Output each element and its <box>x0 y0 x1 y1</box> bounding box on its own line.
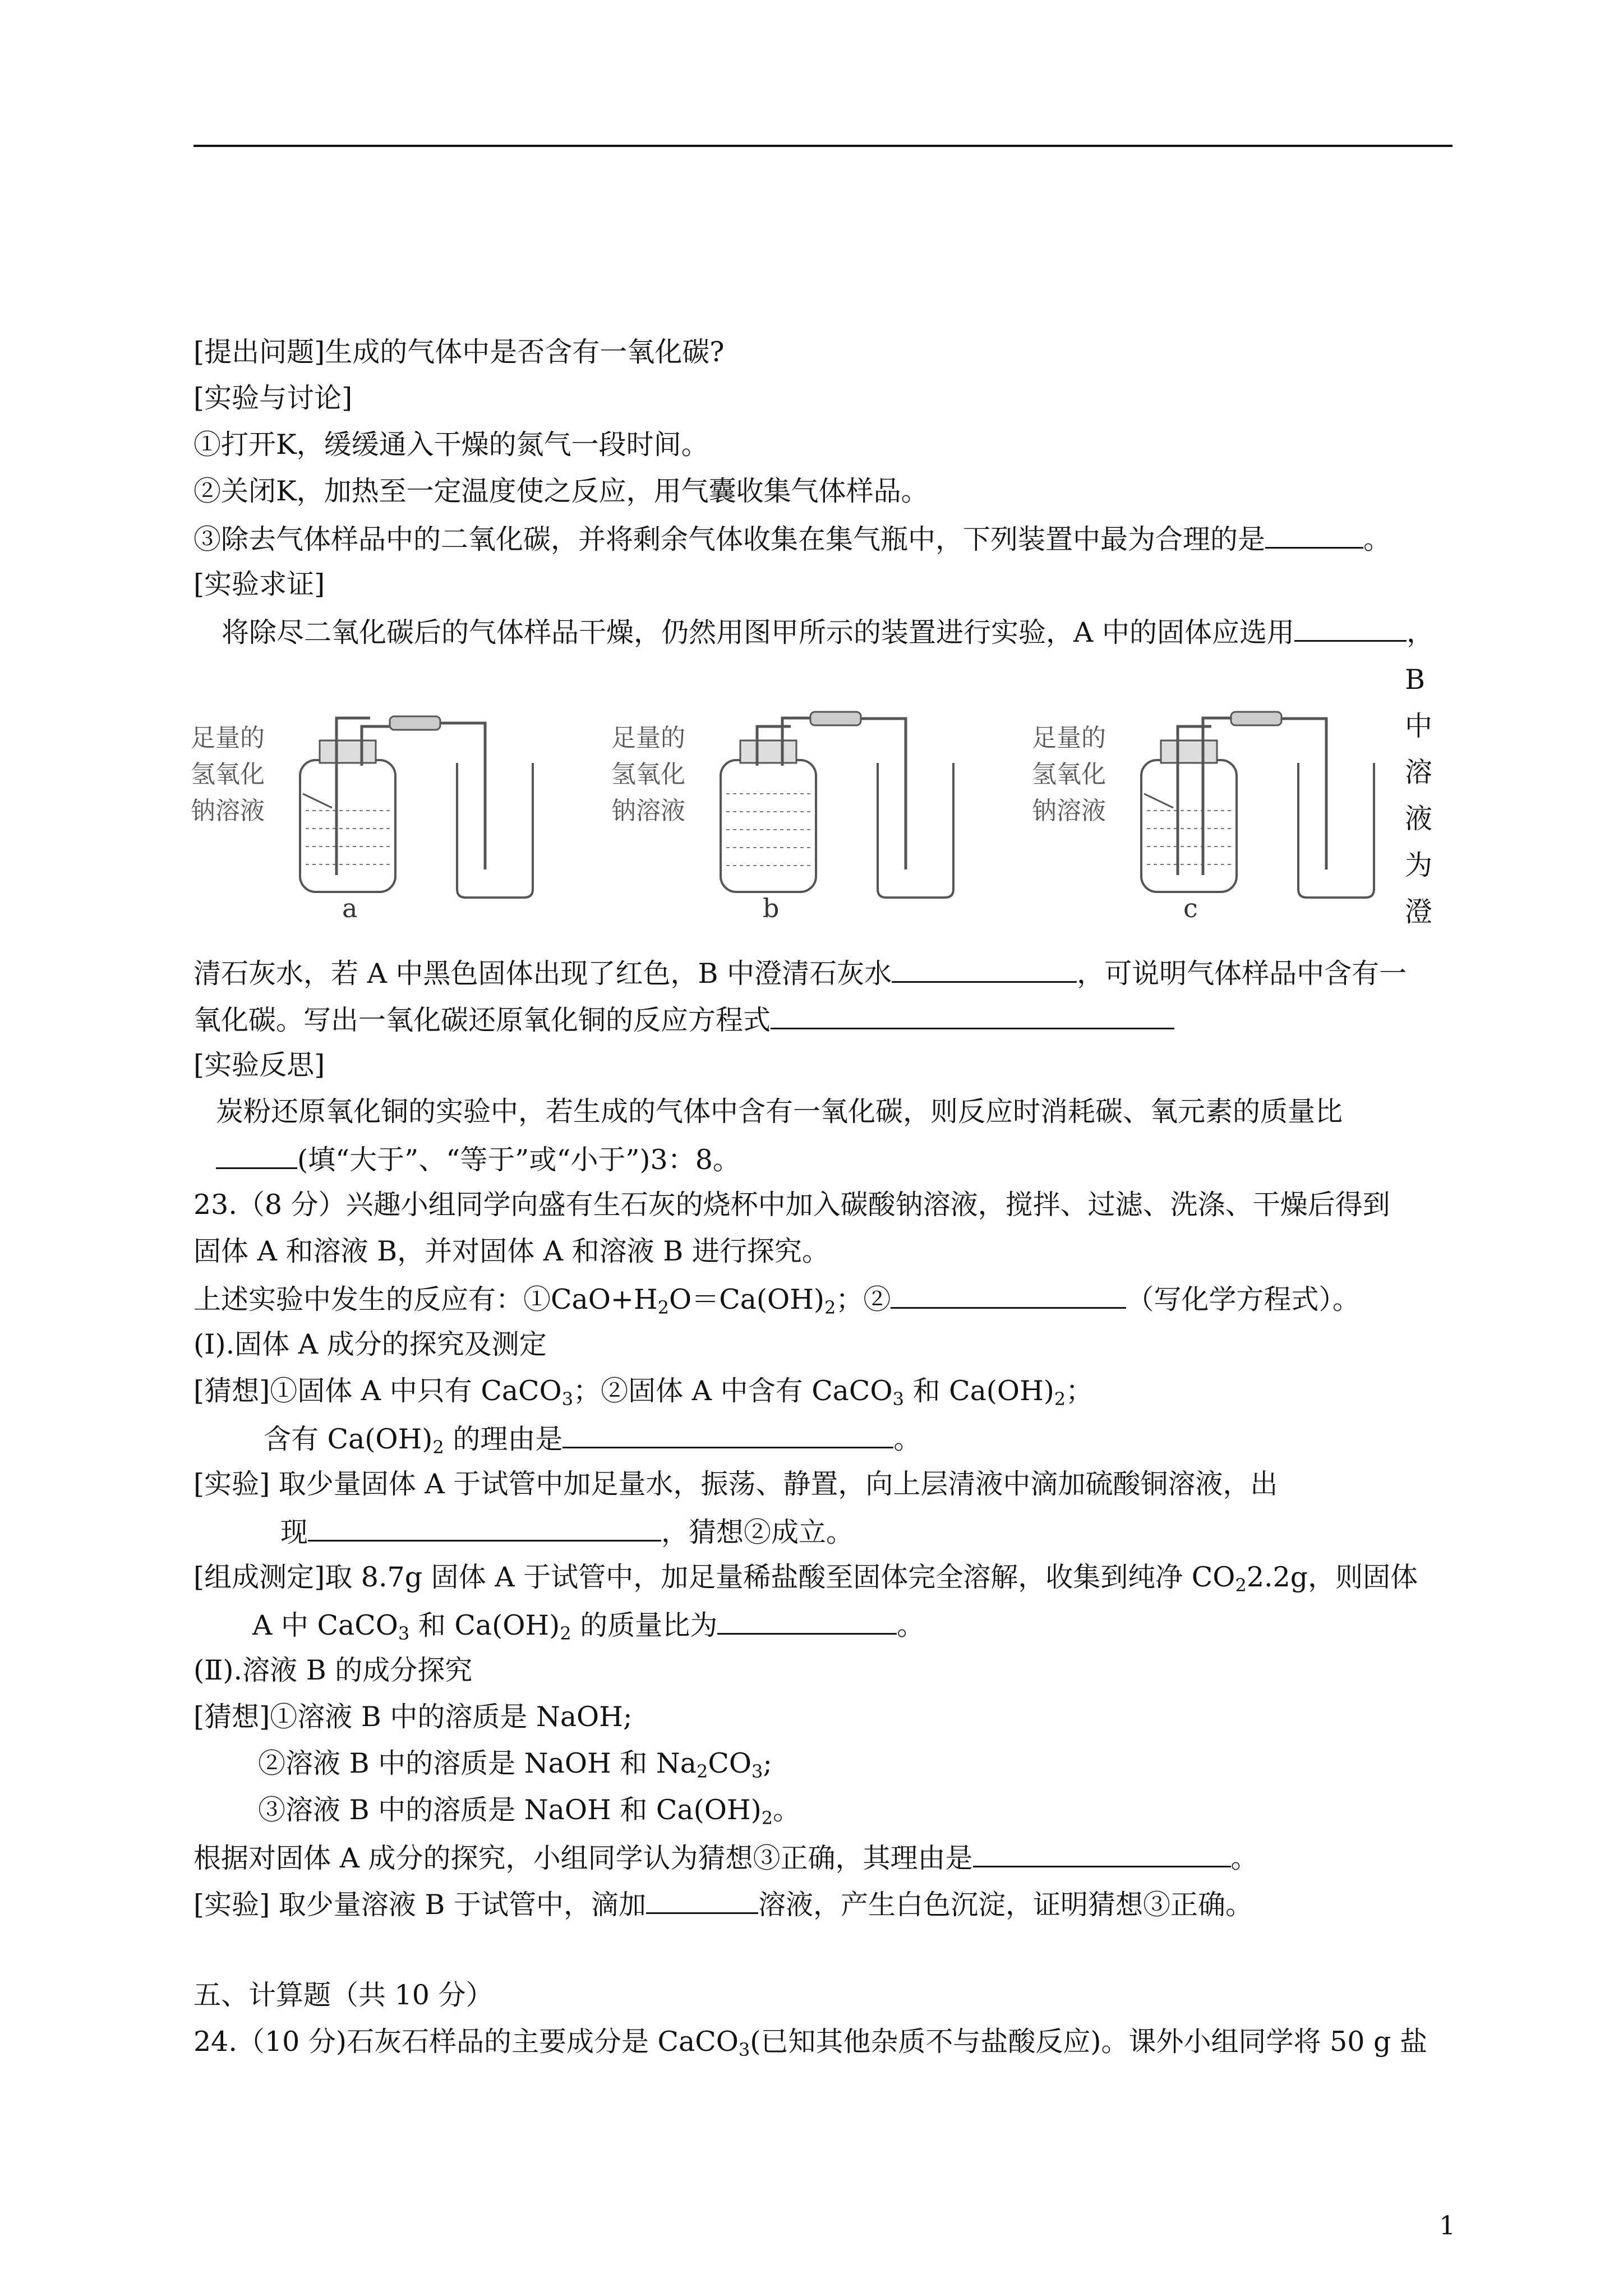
step-2: ②关闭K，加热至一定温度使之反应，用气囊收集气体样品。 <box>193 475 929 507</box>
option-letter: a <box>342 893 358 923</box>
wrap-char: 为 <box>1405 849 1433 881</box>
label-line: 钠溶液 <box>611 797 685 825</box>
apparatus-a <box>191 716 533 923</box>
wrap-char: 中 <box>1405 710 1433 742</box>
reaction-line: 上述实验中发生的反应有：$①CaO+H_2O=Ca(OH)_2$；② （写化学方程式）。 <box>193 1281 1360 1317</box>
hypothesis-line: [猜想]①溶液 B 中的溶质是 NaOH; <box>193 1701 633 1733</box>
answer-blank[interactable] <box>973 1840 1231 1867</box>
answer-blank[interactable] <box>891 1281 1126 1309</box>
answer-blank[interactable] <box>1265 521 1363 549</box>
paragraph-line: 现 ，猜想②成立。 <box>280 1514 854 1549</box>
section-heading: [实验与讨论] <box>193 382 353 414</box>
paragraph-line: 根据对固体 A 成分的探究，小组同学认为猜想③正确，其理由是 。 <box>193 1840 1258 1875</box>
wrap-char: 澄 <box>1405 896 1433 928</box>
apparatus-b <box>611 712 953 923</box>
label-line: 氢氧化 <box>1032 760 1106 789</box>
label-line: 足量的 <box>1032 724 1106 752</box>
paragraph-line: 含有 $Ca(OH)_2$ 的理由是 。 <box>264 1421 921 1456</box>
label-line: 氢氧化 <box>191 760 265 789</box>
answer-blank[interactable] <box>216 1142 297 1169</box>
wrap-char: 溶 <box>1405 756 1433 788</box>
hypothesis-line: ③溶液 B 中的溶质是 NaOH 和 $Ca(OH)_2$。 <box>258 1794 801 1829</box>
wrap-char: 液 <box>1405 803 1433 835</box>
question-23: 23.（8 分）兴趣小组同学向盛有生石灰的烧杯中加入碳酸钠溶液，搅拌、过滤、洗涤、干燥后得到 <box>193 1189 1390 1221</box>
answer-blank[interactable] <box>771 1002 1174 1029</box>
answer-blank[interactable] <box>717 1607 897 1635</box>
label-line: 氢氧化 <box>611 760 685 789</box>
hypothesis-line: [猜想]①固体 A 中只有 CaCO$_3$；②固体 A 中含有 CaCO$_3$ 和 $Ca(OH)_2$； <box>193 1375 1094 1410</box>
section-heading: [实验求证] <box>193 568 325 600</box>
label-line: 足量的 <box>191 724 265 752</box>
paragraph-line: (填“大于”、“等于”或“小于”)3：8。 <box>216 1142 740 1177</box>
answer-blank[interactable] <box>1294 614 1407 642</box>
section-heading: [实验反思] <box>193 1049 325 1081</box>
step-3: ③除去气体样品中的二氧化碳，并将剩余气体收集在集气瓶中，下列装置中最为合理的是 。 <box>193 521 1391 556</box>
answer-blank[interactable] <box>308 1514 661 1542</box>
answer-blank[interactable] <box>562 1421 893 1448</box>
question-24: 24.（10 分)石灰石样品的主要成分是 CaCO$_3$(已知其他杂质不与盐酸反应)。课外小组同学将 50 g 盐 <box>193 2026 1427 2060</box>
page-number: 1 <box>1439 2210 1456 2240</box>
subsection-heading: (Ⅰ).固体 A 成分的探究及测定 <box>193 1328 547 1360</box>
option-letter: b <box>763 893 780 923</box>
apparatus-figure <box>185 682 1396 928</box>
paragraph-line: 炭粉还原氧化铜的实验中，若生成的气体中含有一氧化碳，则反应时消耗碳、氧元素的质量比 <box>216 1096 1343 1128</box>
header-rule <box>193 145 1453 147</box>
paragraph-line: 清石灰水，若 A 中黑色固体出现了红色，B 中澄清石灰水 ，可说明气体样品中含有一 <box>193 955 1407 991</box>
label-line: 钠溶液 <box>191 797 265 825</box>
paragraph-line: [实验] 取少量固体 A 于试管中加足量水，振荡、静置，向上层清液中滴加硫酸铜溶液，出 <box>193 1468 1278 1500</box>
paragraph-line: [实验] 取少量溶液 B 于试管中，滴加 溶液，产生白色沉淀，证明猜想③正确。 <box>193 1887 1253 1922</box>
label-line: 足量的 <box>611 724 685 752</box>
paragraph-line: A 中 CaCO$_3$ 和 $Ca(OH)_2$ 的质量比为 。 <box>252 1607 924 1642</box>
hypothesis-line: ②溶液 B 中的溶质是 NaOH 和 $Na_2CO_3$; <box>258 1747 772 1782</box>
option-letter: c <box>1183 893 1198 923</box>
answer-blank[interactable] <box>646 1887 758 1914</box>
label-line: 钠溶液 <box>1032 797 1106 825</box>
wrap-char: B <box>1405 664 1426 696</box>
paragraph-line: 固体 A 和溶液 B，并对固体 A 和溶液 B 进行探究。 <box>193 1235 829 1267</box>
question-heading: [提出问题]生成的气体中是否含有一氧化碳? <box>193 336 725 368</box>
answer-blank[interactable] <box>892 955 1077 983</box>
subsection-heading: (Ⅱ).溶液 B 的成分探究 <box>193 1654 473 1686</box>
paragraph-line: [组成测定]取 8.7g 固体 A 于试管中，加足量稀盐酸至固体完全溶解，收集到纯净 $CO_22.2g$，则固体 <box>193 1561 1418 1596</box>
section-heading: 五、计算题（共 10 分） <box>193 1979 494 2011</box>
paragraph-line: 氧化碳。写出一氧化碳还原氧化铜的反应方程式 <box>193 1002 1174 1037</box>
step-1: ①打开K，缓缓通入干燥的氮气一段时间。 <box>193 429 709 461</box>
paragraph-line: 将除尽二氧化碳后的气体样品干燥，仍然用图甲所示的装置进行实验，A 中的固体应选用 ， <box>222 614 1434 650</box>
apparatus-c <box>1032 712 1374 923</box>
